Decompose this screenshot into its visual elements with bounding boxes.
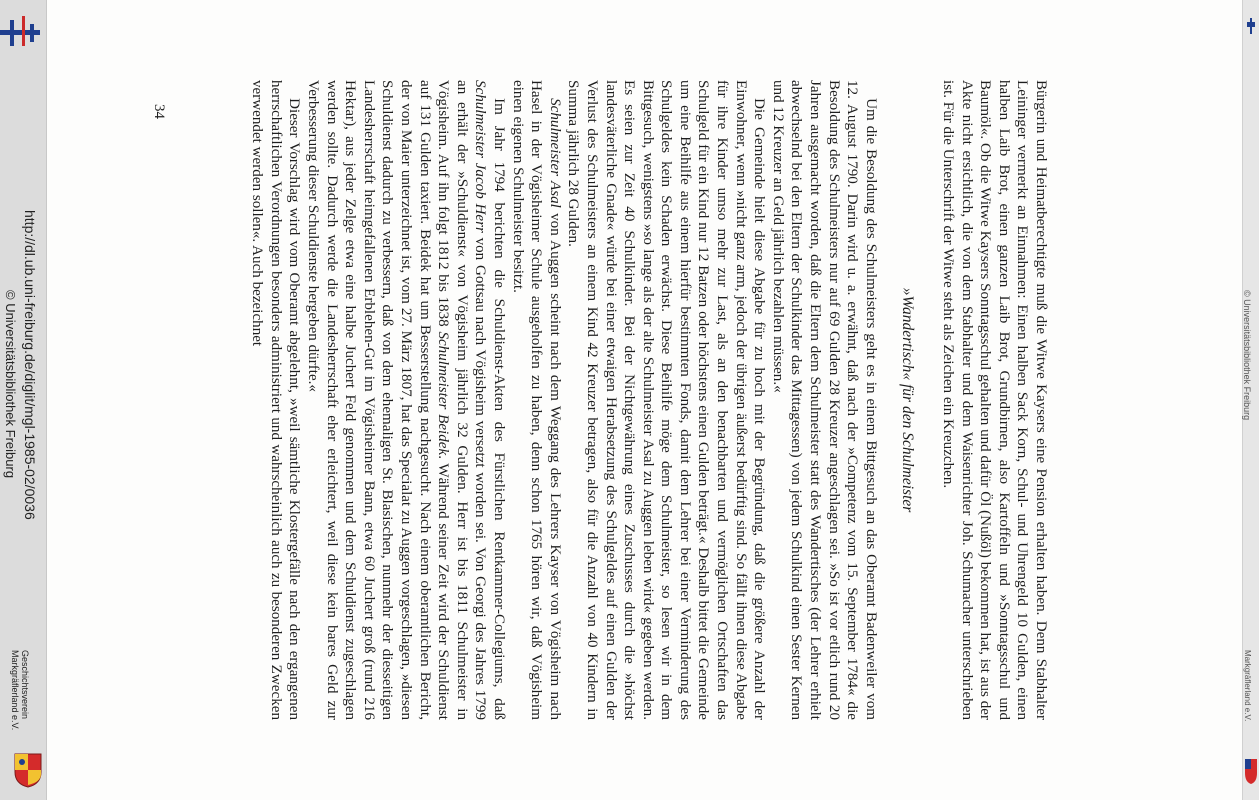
paragraph (508, 80, 564, 720)
paragraph-text: Im Jahr 1794 berichten die Schuldienst-Akten des Fürstlichen Rentkammer-Collegiums, daß (490, 98, 507, 720)
section-heading: »Wandertisch« für den Schulmeister (899, 287, 917, 513)
right-edge-society: Markgräflerland e.V. (1243, 650, 1252, 722)
italic-name: Schulmeister Jacob Herr (472, 80, 489, 233)
page-number: 34 (151, 104, 167, 119)
italic-name: Schulmeister Beidek (435, 331, 452, 456)
paragraph: Bürgerin und Heimatberechtigte muß die Witwe Kaysers eine Pension erhalten haben. Denn Stabhalter Leininger vermerkt an Einnahmen: Einen halben Sack Korn, Schul- und Uhrengeld 10 Gulden, einen halben Laib Brot, einen ganzen Laib Brot, Grundbirnen, also Kartoffeln und »Sonntagsschul und Baumöl«. Ob die Witwe Kaysers Sonntagsschul gehalten und dafür Öl (Nußöl) bekommen hat, ist aus der Akte nicht ersichtlich, die von dem Stabhalter und dem Waisenrichter Joh. Schumacher unterschrieben ist. Für die Unterschrift der Witwe steht als Zeichen ein Kreuzchen. (940, 80, 1049, 720)
italic-name: Schulmeister Asal (546, 98, 563, 208)
society-label-line2: Markgräflerland e.V. (10, 650, 20, 731)
paragraph: Die Gemeinde hielt diese Abgabe für zu hoch mit der Begründung, daß die größere Anzahl der Einwohner, wenn »nicht ganz arm, jedoch der übrigen äußerst bedürftig sind. So fällt ihnen diese Abgabe für ihre Kinder umso mehr zur Last, als an den benachbarten und vermöglichen Ortschaften das Schulgeld für ein Kind nur 12 Batzen oder höchstens einen Gulden beträgt.« Deshalb bittet die Gemeinde um eine Beihilfe aus einem hierfür bestimmten Fonds, damit dem Lehrer bei einer Verminderung des Schulgeldes kein Schaden erwächst. Diese Beihilfe möge dem Schulmeister, so lesen wir in dem Bittgesuch, wenigstens »so lange als der alte Schulmeister Asal zu Auggen leben wird« gegeben werden. Es seien zur Zeit 40 Schulkinder. Bei der Nichtgewährung eines Zuschusses durch die »höchst landesväterliche Gnade« würde bei einer etwaigen Herabsetzung des Schulgeldes auf einen Gulden der Verlust des Schulmeisters an einem Kind 42 Kreuzer betragen, also für die Anzahl von 40 Kindern in Summa jährlich 28 Gulden. (565, 80, 768, 720)
paragraph-text: von Auggen scheint nach dem Weggang des Lehrers Kayser von Vögisheim nach Hasel in der Vögisheimer Schule ausgeholfen zu haben, denn schon 1765 hören wir, daß Vögisheim einen eigenen Schulmeister besitzt. (509, 80, 563, 720)
paragraph: Um die Besoldung des Schulmeisters geht es in einem Bittgesuch an das Oberamt Badenweiler vom 12. August 1790. Darin wird u. a. erwähnt, daß nach der »Competenz vom 15. September 1784« die Besoldung des Schulmeisters nur auf 69 Gulden 28 Kreuzer angeschlagen sei. »So ist vor etlich rund 20 Jahren ausgemacht worden, daß die Eltern dem Schulmeister statt des Wandertisches (der Lehrer erhielt abwechselnd bei den Eltern der Schulkinder das Mittagessen) von jedem Schulkind einen Sester Kernen und 12 Kreuzer an Geld jährlich bezahlen müssen.« (769, 80, 879, 720)
copyright-notice: © Universitätsbibliothek Freiburg (3, 290, 18, 479)
document-url[interactable]: http://dl.ub.uni-freiburg.de/diglit/mgl-1985-02/0036 (22, 210, 38, 520)
paragraph (303, 80, 508, 720)
library-logo-icon (0, 14, 40, 54)
page-text (150, 80, 1050, 720)
viewer-edge-marker-icon (1247, 18, 1255, 38)
coat-of-arms-icon (13, 752, 43, 788)
paragraph: Dieser Vorschlag wird vom Oberamt abgelehnt, »weil sämtliche Klostergefälle nach den ergangenen herrschaftlichen Verordnungen besonders administriert und wahrscheinlich auch zu besonderen Zwecken verwendet werden sollen«. Auch bezeichnet (249, 80, 303, 720)
society-label (10, 650, 30, 730)
paragraph-text: von Gottsau nach Vögisheim versetzt worden sei. Von Georgi des Jahres 1799 an erhält der »Schuldienst« von Vögisheim jährlich 32 Gulden. Herr ist bis 1811 Schulmeister in Vögisheim. Auf ihn folgt 1812 bis 1838 (435, 80, 489, 720)
paragraph-text: . Während seiner Zeit wird der Schuldienst auf 131 Gulden taxiert. Beidek hat um Besserstellung nachgesucht. Nach einem oberamtlichen Bericht, der von Maier unterzeichnet ist, vom 27. März 1807, hat das Specialat zu Auggen vorgeschlagen, »diesen Schuldienst dadurch zu verbessern, daß von dem ehemaligen St. Blasischen, nunmehr der diesseitigen Landesherrschaft heimgefallenen Erblehen-Gut im Vögisheimer Bann, etwa 60 Juchert groß (rund 216 Hektar), aus jeder Zelge etwa eine halbe Juchert Feld genommen und dem Schuldienst zugeschlagen werden sollte. Dadurch werde die Landesherrschaft eher erleichtert, weil diese kein bares Geld zur Verbesserung dieser Schuldienste hergeben dürfte.« (305, 80, 452, 720)
viewer-edge-crest-icon (1245, 755, 1257, 785)
right-edge-copyright: © Universitätsbibliothek Freiburg (1242, 290, 1252, 421)
society-label-line1: Geschichtsverein (20, 650, 30, 720)
